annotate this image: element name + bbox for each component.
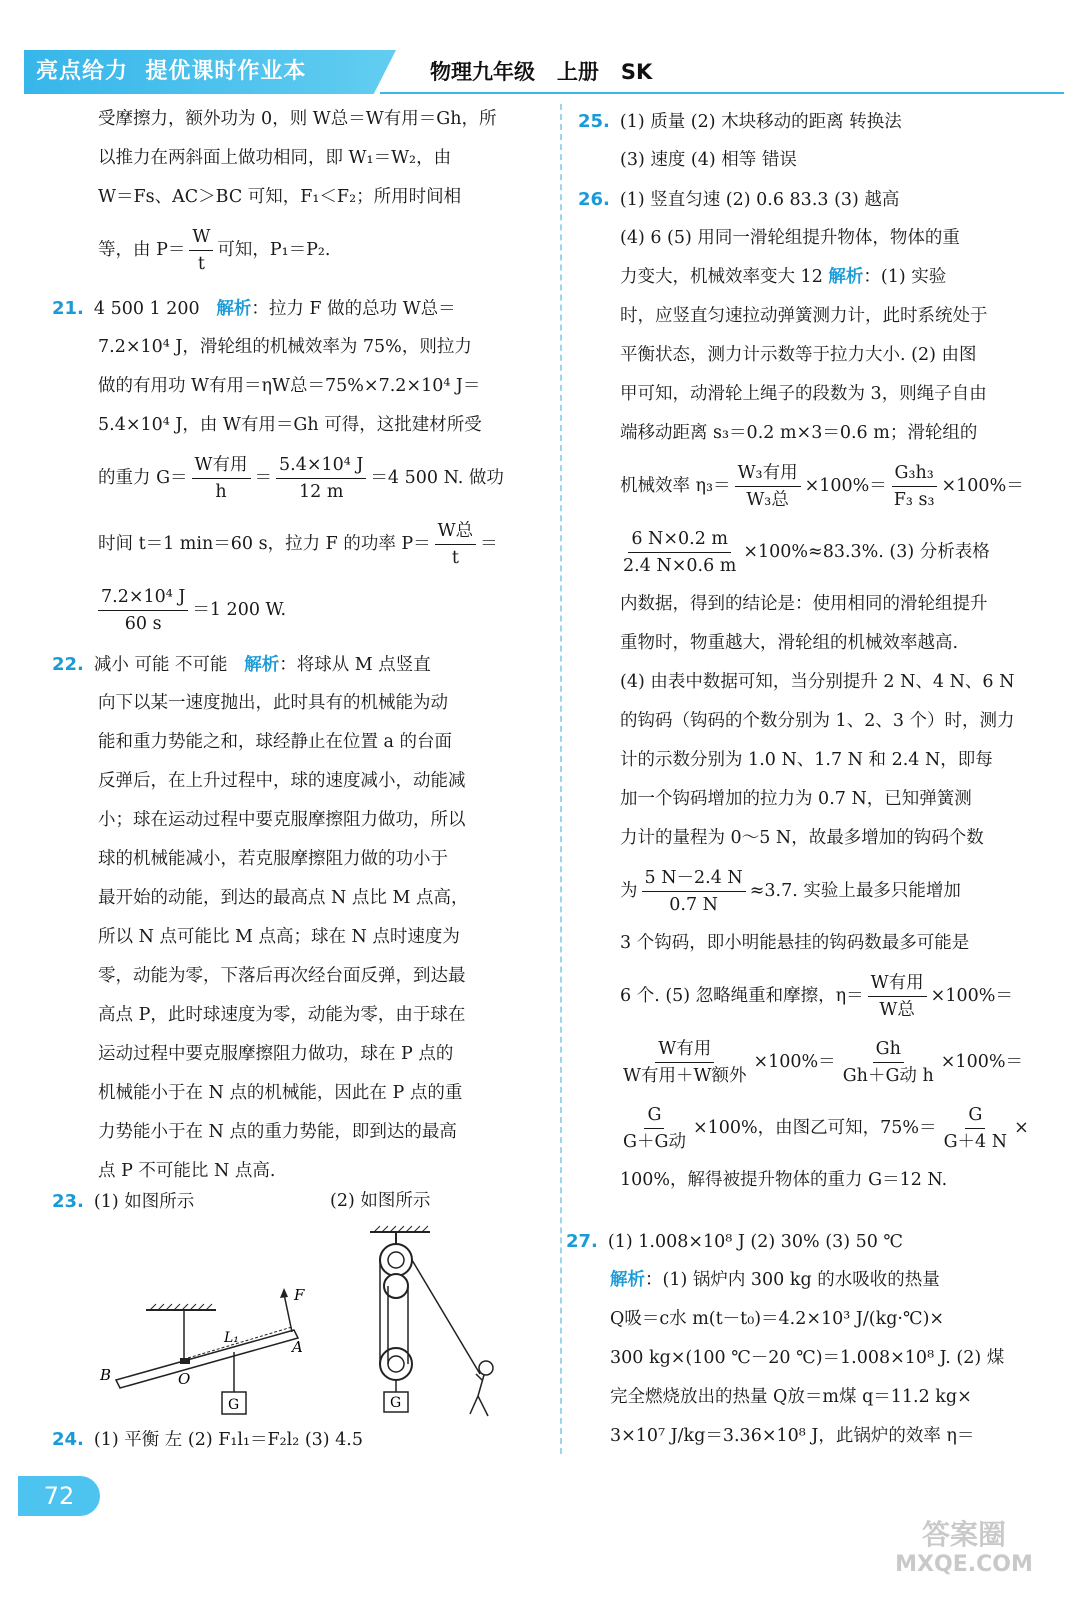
text-line [98, 217, 548, 283]
fraction [840, 1036, 937, 1089]
right-column [578, 102, 1064, 1200]
denominator: W₃总 [746, 490, 789, 510]
numerator: W有用 [868, 970, 927, 997]
header-rule [380, 92, 1064, 94]
text-line: 受摩擦力，额外功为 0，则 W总＝W有用＝Gh，所 [98, 109, 497, 129]
numerator: W [189, 224, 213, 251]
text-line: 100%，解得被提升物体的重力 G＝12 N. [620, 1170, 948, 1190]
text-span: ×100%＝ [940, 1052, 1023, 1072]
label-B: B [100, 1366, 112, 1384]
numerator: Gh [873, 1036, 904, 1063]
question-27 [566, 1222, 1064, 1456]
text-line: (4) 6 (5) 用同一滑轮组提升物体，物体的重 [620, 228, 960, 248]
watermark [866, 1520, 1062, 1596]
label-G: G [228, 1397, 240, 1413]
text-line: (3) 速度 (4) 相等 错误 [620, 150, 797, 170]
question-number: 23. [52, 1191, 84, 1212]
fraction [276, 452, 366, 505]
text-line: 重物时，物重越大，滑轮组的机械效率越高. [620, 633, 959, 653]
text-line: 3 个钩码，即小明能悬挂的钩码数最多可能是 [620, 933, 970, 953]
numerator: 7.2×10⁴ J [98, 584, 188, 611]
answer: (1) 竖直匀速 (2) 0.6 83.3 (3) 越高 [619, 190, 900, 210]
fraction [620, 526, 739, 579]
text-span: 可知，P₁＝P₂. [217, 240, 331, 260]
text-span: ：拉力 F 做的总功 W总＝ [251, 299, 456, 319]
question-number: 26. [578, 189, 610, 210]
figure-caption-1: (1) 如图所示 [93, 1192, 195, 1212]
label-A: A [292, 1338, 303, 1356]
numerator: G [965, 1102, 985, 1129]
q21-body [52, 328, 548, 643]
text-span: ×100%＝ [804, 476, 887, 496]
text-line: 计的示数分别为 1.0 N、1.7 N 和 2.4 N，即每 [620, 750, 993, 770]
text-span: ＝1 200 W. [192, 600, 287, 620]
numerator: 5.4×10⁴ J [276, 452, 366, 479]
fraction [735, 460, 801, 513]
numerator: 5 N－2.4 N [642, 865, 746, 892]
text-line [620, 858, 1064, 924]
text-line: 7.2×10⁴ J，滑轮组的机械效率为 75%，则拉力 [98, 337, 472, 357]
label-G: G [390, 1395, 402, 1411]
q23-part2-caption: (2) 如图所示 [330, 1191, 431, 1211]
denominator: F₃ s₃ [893, 490, 935, 510]
text-line: 平衡状态，测力计示数等于拉力大小. (2) 由图 [620, 345, 977, 365]
fraction [192, 452, 251, 505]
denominator: t [451, 548, 459, 568]
text-line [52, 289, 548, 328]
text-line: 最开始的动能，到达的最高点 N 点比 M 点高， [98, 888, 469, 908]
text-line: 的钩码（钩码的个数分别为 1、2、3 个）时，测力 [620, 711, 1015, 731]
text-line: 运动过程中要克服摩擦阻力做功，球在 P 点的 [98, 1044, 454, 1064]
answer: 4 500 1 200 [93, 299, 200, 319]
series-title: 亮点给力 提优课时作业本 [36, 59, 307, 84]
denominator: 0.7 N [669, 895, 718, 915]
question-22 [52, 645, 548, 1191]
fraction [891, 460, 938, 513]
text-span: ：(1) 实验 [863, 267, 947, 287]
question-24 [52, 1420, 552, 1459]
text-line: 力计的量程为 0～5 N，故最多增加的钩码个数 [620, 828, 984, 848]
person-figure [470, 1361, 493, 1416]
pivot-clip [180, 1358, 190, 1364]
text-line [578, 180, 1064, 219]
text-line: 时，应竖直匀速拉动弹簧测力计，此时系统处于 [620, 306, 988, 326]
page-number: 72 [18, 1476, 100, 1516]
text-line: 端移动距离 s₃＝0.2 m×3＝0.6 m；滑轮组的 [620, 423, 978, 443]
denominator: W总 [879, 1000, 915, 1020]
numerator: W总 [435, 518, 477, 545]
text-span: ：将球从 M 点竖直 [279, 655, 431, 675]
watermark-line1: 答案圈 [921, 1518, 1006, 1551]
text-line [620, 258, 1064, 297]
label-L1: L₁ [224, 1330, 239, 1346]
text-span: ＝ [254, 468, 273, 488]
numerator: G [644, 1102, 664, 1129]
text-line [610, 1261, 1064, 1300]
subject-title: 物理九年级 上册 SK [430, 60, 653, 84]
text-line: 点 P 不可能比 N 点高. [98, 1161, 276, 1181]
fraction [435, 518, 477, 571]
pulley-figure [350, 1224, 510, 1424]
text-span: 6 个. (5) 忽略绳重和摩擦，η＝ [620, 986, 864, 1006]
fraction [868, 970, 927, 1023]
text-span: 等，由 P＝ [98, 240, 186, 260]
text-line: 反弹后，在上升过程中，球的速度减小，动能减 [98, 771, 466, 791]
text-line: 做的有用功 W有用＝ηW总＝75%×7.2×10⁴ J＝ [98, 376, 481, 396]
text-span: 为 [620, 881, 638, 901]
q22-body [52, 684, 548, 1191]
analysis-keyword: 解析 [216, 299, 252, 319]
text-line: 甲可知，动滑轮上绳子的段数为 3，则绳子自由 [620, 384, 987, 404]
text-line [620, 1095, 1064, 1161]
q26-body [578, 219, 1064, 1200]
text-line [620, 453, 1064, 519]
numerator: W有用 [655, 1036, 714, 1063]
denominator: t [197, 254, 205, 274]
analysis-keyword: 解析 [244, 655, 280, 675]
text-line: 以推力在两斜面上做功相同，即 W₁＝W₂，由 [98, 148, 452, 168]
lever-figure [96, 1280, 326, 1430]
text-span: ×100%＝ [930, 986, 1013, 1006]
text-line: 机械能小于在 N 点的机械能，因此在 P 点的重 [98, 1083, 463, 1103]
text-span: 时间 t＝1 min＝60 s，拉力 F 的功率 P＝ [98, 534, 431, 554]
q20-continuation [52, 100, 548, 283]
numerator: W₃有用 [735, 460, 801, 487]
text-line: 力势能小于在 N 点的重力势能，即到达的最高 [98, 1122, 457, 1142]
text-line: 所以 N 点可能比 M 点高；球在 N 点时速度为 [98, 927, 460, 947]
denominator: G＋4 N [943, 1132, 1008, 1152]
text-line [98, 445, 548, 511]
text-span: ＝ [480, 534, 498, 554]
denominator: G＋G动 [623, 1132, 686, 1152]
movable-pulley-inner [388, 1356, 404, 1372]
fraction [98, 584, 188, 637]
analysis-keyword: 解析 [610, 1270, 645, 1290]
text-line: 完全燃烧放出的热量 Q放＝m煤 q＝11.2 kg× [610, 1387, 972, 1407]
text-line: (4) 由表中数据可知，当分别提升 2 N、4 N、6 N [620, 672, 1015, 692]
text-line: 高点 P，此时球速度为零，动能为零，由于球在 [98, 1005, 466, 1025]
numerator: G₃h₃ [892, 460, 937, 487]
force-arrowhead [280, 1288, 288, 1298]
pull-rope [412, 1260, 480, 1374]
text-line: 能和重力势能之和，球经静止在位置 a 的台面 [98, 732, 453, 752]
text-span: ×100%≈83.3%. (3) 分析表格 [743, 542, 990, 562]
answer: 减小 可能 不可能 [93, 655, 228, 675]
text-line [578, 102, 1064, 141]
column-divider [560, 104, 562, 1454]
text-span: ×100%＝ [941, 476, 1024, 496]
fixed-pulley-inner [388, 1252, 404, 1268]
text-span: ≈3.7. 实验上最多只能增加 [749, 881, 961, 901]
question-26 [578, 180, 1064, 1200]
analysis-keyword: 解析 [828, 267, 864, 287]
text-span: 机械效率 η₃＝ [620, 476, 731, 496]
text-line [98, 577, 548, 643]
text-span: ×100%，由图乙可知，75%＝ [692, 1118, 937, 1138]
denominator: 60 s [124, 614, 162, 634]
text-line [620, 519, 1064, 585]
lever-bar [116, 1330, 298, 1388]
label-O: O [178, 1370, 191, 1388]
numerator: W有用 [192, 452, 251, 479]
text-span: ＝4 500 N. 做功 [370, 468, 504, 488]
text-line: W＝Fs、AC＞BC 可知，F₁＜F₂；所用时间相 [98, 187, 462, 207]
text-line: 零，动能为零，下落后再次经台面反弹，到达最 [98, 966, 466, 986]
text-line [52, 1420, 552, 1459]
question-number: 27. [566, 1231, 598, 1252]
fraction [941, 1102, 1011, 1155]
text-line [98, 511, 548, 577]
fraction [642, 865, 746, 918]
text-line: 向下以某一速度抛出，此时具有的机械能为动 [98, 693, 448, 713]
text-line [52, 1182, 552, 1221]
question-number: 21. [52, 298, 84, 319]
fraction [620, 1036, 749, 1089]
text-span: 力变大，机械效率变大 12 [620, 267, 829, 287]
denominator: W有用＋W额外 [623, 1066, 747, 1086]
denominator: h [215, 482, 227, 502]
watermark-line2: MXQE.COM [895, 1552, 1033, 1577]
text-line [52, 645, 548, 684]
fraction [620, 1102, 689, 1155]
text-line [620, 1029, 1064, 1095]
text-line [620, 963, 1064, 1029]
text-line: 内数据，得到的结论是：使用相同的滑轮组提升 [620, 594, 988, 614]
text-span: × [1014, 1118, 1029, 1138]
question-number: 25. [578, 111, 610, 132]
text-span: 的重力 G＝ [98, 468, 188, 488]
answer: (1) 质量 (2) 木块移动的距离 转换法 [619, 112, 902, 132]
answer: (1) 平衡 左 (2) F₁l₁＝F₂l₂ (3) 4.5 [93, 1430, 364, 1450]
q27-body [566, 1261, 1064, 1456]
denominator: Gh＋G动 h [842, 1066, 934, 1086]
denominator: 2.4 N×0.6 m [623, 556, 737, 576]
text-line: 300 kg×(100 ℃－20 ℃)＝1.008×10⁸ J. (2) 煤 [610, 1348, 1005, 1368]
text-line: 加一个钩码增加的拉力为 0.7 N，已知弹簧测 [620, 789, 972, 809]
text-span: ×100%＝ [753, 1052, 836, 1072]
text-line: 3×10⁷ J/kg＝3.36×10⁸ J，此锅炉的效率 η＝ [610, 1426, 975, 1446]
text-span: ：(1) 锅炉内 300 kg 的水吸收的热量 [645, 1270, 940, 1290]
text-line: 5.4×10⁴ J，由 W有用＝Gh 可得，这批建材所受 [98, 415, 482, 435]
question-21 [52, 289, 548, 643]
left-column [52, 100, 548, 1191]
text-line: 小；球在运动过程中要克服摩擦阻力做功，所以 [98, 810, 466, 830]
label-F: F [294, 1286, 305, 1304]
question-number: 24. [52, 1429, 84, 1450]
text-line: Q吸＝c水 m(t－t₀)＝4.2×10³ J/(kg·℃)× [610, 1309, 945, 1329]
fraction [189, 224, 213, 277]
text-line [566, 1222, 1064, 1261]
force-arrow [284, 1294, 292, 1332]
question-25 [578, 102, 1064, 180]
denominator: 12 m [299, 482, 344, 502]
answer: (1) 1.008×10⁸ J (2) 30% (3) 50 ℃ [607, 1232, 903, 1252]
question-23 [52, 1182, 552, 1221]
text-line: 球的机械能减小，若克服摩擦阻力做的功小于 [98, 849, 448, 869]
numerator: 6 N×0.2 m [628, 526, 731, 553]
question-number: 22. [52, 654, 84, 675]
